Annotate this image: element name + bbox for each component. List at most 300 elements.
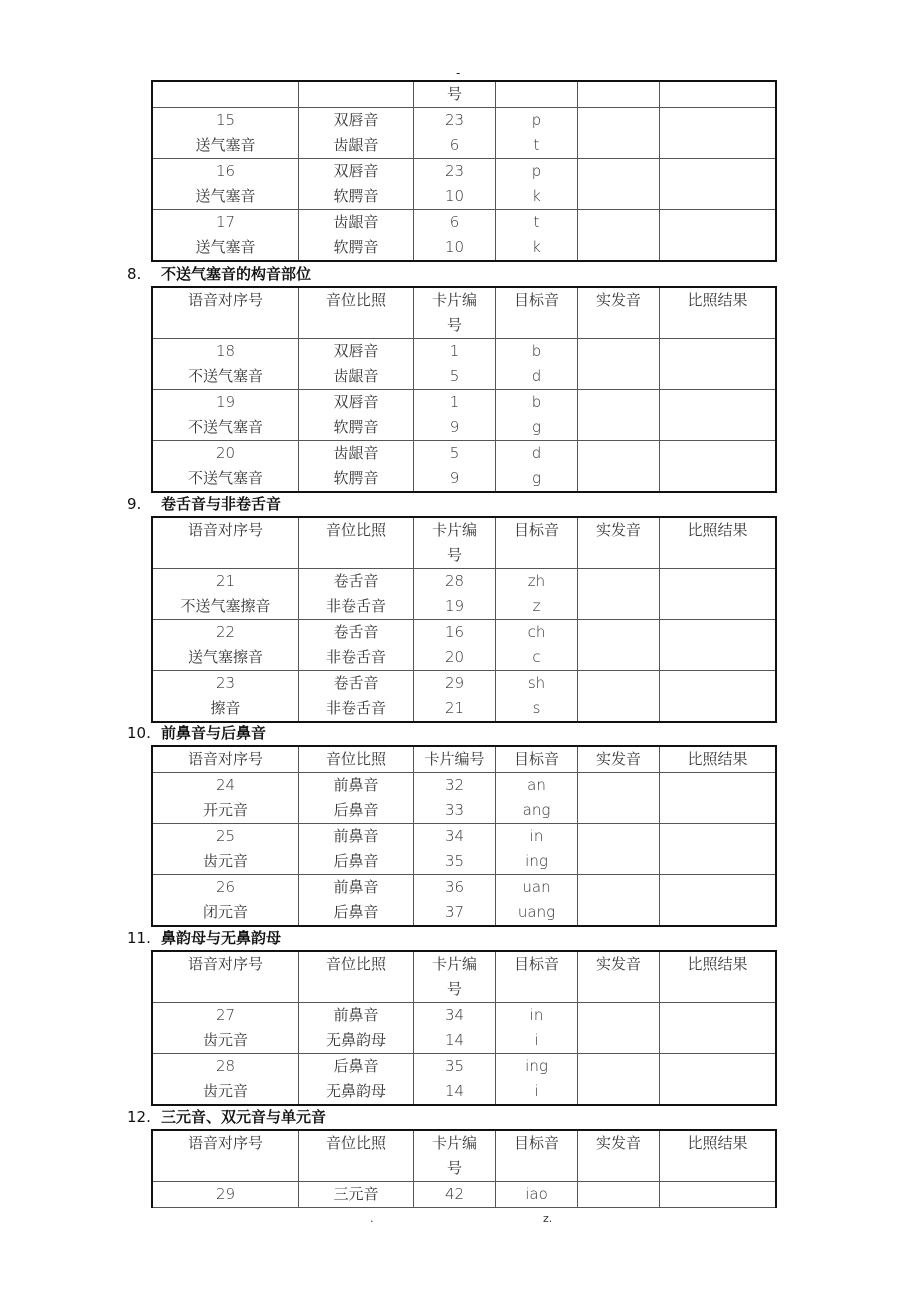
header-cell-line bbox=[153, 313, 298, 338]
section-number: 10. bbox=[127, 724, 151, 742]
header-cell bbox=[578, 1130, 660, 1182]
card-number-cell-line: 37 bbox=[444, 903, 465, 921]
target-sound-cell-line: ing bbox=[525, 1057, 548, 1075]
header-cell-line: 实发音 bbox=[595, 750, 641, 768]
compare-result-cell-line bbox=[660, 1182, 775, 1207]
phoneme-compare-cell bbox=[299, 390, 414, 441]
phoneme-compare-cell bbox=[299, 108, 414, 159]
header-cell bbox=[496, 81, 578, 108]
pair-seq-cell-line: 19 bbox=[215, 393, 236, 411]
pair-seq-cell-line: 25 bbox=[215, 827, 236, 845]
compare-result-cell-line bbox=[660, 900, 775, 925]
target-sound-cell-line: g bbox=[531, 469, 541, 487]
header-cell-line: 目标音 bbox=[513, 1134, 559, 1152]
header-cell-line: 号 bbox=[446, 1159, 462, 1177]
header-cell-line bbox=[153, 82, 298, 107]
target-sound-cell-line: p bbox=[531, 111, 542, 129]
page-top-dash: - bbox=[456, 66, 461, 80]
phoneme-compare-cell-line: 软腭音 bbox=[333, 238, 379, 256]
header-cell-line: 语音对序号 bbox=[187, 521, 263, 539]
phoneme-compare-cell-line: 前鼻音 bbox=[333, 878, 379, 896]
card-number-cell-line: 34 bbox=[444, 827, 465, 845]
phoneme-compare-cell-line: 非卷舌音 bbox=[325, 597, 386, 615]
table-body bbox=[152, 517, 776, 722]
table-row bbox=[152, 1003, 776, 1054]
table-body bbox=[152, 287, 776, 492]
pair-seq-cell bbox=[152, 1182, 299, 1208]
card-number-cell-line: 10 bbox=[444, 187, 465, 205]
card-number-cell-line: 42 bbox=[444, 1185, 465, 1203]
actual-sound-cell-line bbox=[578, 159, 659, 184]
actual-sound-cell bbox=[578, 1182, 660, 1208]
header-cell bbox=[414, 517, 496, 569]
target-sound-cell-line: i bbox=[534, 1082, 539, 1100]
card-number-cell-line: 28 bbox=[444, 572, 465, 590]
card-number-cell bbox=[414, 339, 496, 390]
footer-left-mark: . bbox=[370, 1212, 374, 1225]
table-row bbox=[152, 620, 776, 671]
compare-result-cell-line bbox=[660, 798, 775, 823]
actual-sound-cell-line bbox=[578, 620, 659, 645]
target-sound-cell-line: d bbox=[531, 444, 542, 462]
phoneme-compare-cell-line: 前鼻音 bbox=[333, 776, 379, 794]
header-cell-line bbox=[578, 1156, 659, 1181]
section-title: 卷舌音与非卷舌音 bbox=[161, 495, 282, 513]
header-cell-line: 音位比照 bbox=[325, 1134, 386, 1152]
header-cell-line: 号 bbox=[446, 980, 462, 998]
table-row bbox=[152, 773, 776, 824]
header-cell bbox=[152, 1130, 299, 1182]
table-section-12 bbox=[151, 1129, 777, 1208]
target-sound-cell bbox=[496, 824, 578, 875]
pair-seq-cell bbox=[152, 773, 299, 824]
header-cell bbox=[496, 1130, 578, 1182]
compare-result-cell-line bbox=[660, 1054, 775, 1079]
target-sound-cell bbox=[496, 1003, 578, 1054]
target-sound-cell-line: t bbox=[533, 136, 540, 154]
header-cell bbox=[660, 287, 777, 339]
compare-result-cell bbox=[660, 441, 777, 493]
pair-seq-cell bbox=[152, 108, 299, 159]
compare-result-cell-line bbox=[660, 1028, 775, 1053]
table-body bbox=[152, 746, 776, 926]
pair-seq-cell-line: 26 bbox=[215, 878, 236, 896]
pair-seq-cell bbox=[152, 569, 299, 620]
card-number-cell-line: 1 bbox=[449, 342, 460, 360]
pair-seq-cell bbox=[152, 441, 299, 493]
phoneme-compare-cell-line: 双唇音 bbox=[333, 342, 379, 360]
pair-seq-cell-line: 不送气塞音 bbox=[187, 418, 263, 436]
phoneme-compare-cell-line: 无鼻韵母 bbox=[325, 1082, 386, 1100]
actual-sound-cell-line bbox=[578, 594, 659, 619]
section-title: 不送气塞音的构音部位 bbox=[161, 265, 312, 283]
phoneme-compare-cell-line: 后鼻音 bbox=[333, 801, 379, 819]
table-header-row bbox=[152, 951, 776, 1003]
actual-sound-cell bbox=[578, 671, 660, 723]
actual-sound-cell-line bbox=[578, 849, 659, 874]
compare-result-cell-line bbox=[660, 824, 775, 849]
card-number-cell bbox=[414, 1003, 496, 1054]
target-sound-cell bbox=[496, 620, 578, 671]
header-cell bbox=[414, 287, 496, 339]
phoneme-compare-cell bbox=[299, 441, 414, 493]
pair-seq-cell-line: 送气塞音 bbox=[195, 187, 256, 205]
header-cell-line bbox=[496, 313, 577, 338]
target-sound-cell-line: an bbox=[527, 776, 546, 794]
compare-result-cell-line bbox=[660, 210, 775, 235]
phoneme-compare-cell bbox=[299, 671, 414, 723]
header-cell-line: 实发音 bbox=[595, 955, 641, 973]
actual-sound-cell-line bbox=[578, 645, 659, 670]
phoneme-compare-cell bbox=[299, 159, 414, 210]
header-cell-line: 比照结果 bbox=[687, 1134, 748, 1152]
phoneme-compare-cell bbox=[299, 210, 414, 262]
footer-right-mark: z. bbox=[543, 1212, 553, 1225]
compare-result-cell bbox=[660, 108, 777, 159]
header-cell bbox=[299, 517, 414, 569]
target-sound-cell-line: i bbox=[534, 1031, 539, 1049]
header-cell-line bbox=[153, 1156, 298, 1181]
header-cell-line: 比照结果 bbox=[687, 750, 748, 768]
header-cell-line bbox=[660, 977, 775, 1002]
card-number-cell bbox=[414, 671, 496, 723]
card-number-cell-line: 20 bbox=[444, 648, 465, 666]
section-heading-8 bbox=[127, 263, 311, 284]
pair-seq-cell-line: 21 bbox=[215, 572, 236, 590]
table-header-row bbox=[152, 517, 776, 569]
actual-sound-cell-line bbox=[578, 696, 659, 721]
table-row bbox=[152, 339, 776, 390]
actual-sound-cell-line bbox=[578, 773, 659, 798]
header-cell-line: 比照结果 bbox=[687, 955, 748, 973]
actual-sound-cell bbox=[578, 569, 660, 620]
card-number-cell-line: 5 bbox=[449, 367, 460, 385]
pair-seq-cell bbox=[152, 210, 299, 262]
pair-seq-cell-line: 不送气塞擦音 bbox=[180, 597, 271, 615]
table-row bbox=[152, 210, 776, 262]
target-sound-cell-line: uang bbox=[517, 903, 556, 921]
pair-seq-cell bbox=[152, 824, 299, 875]
table-row bbox=[152, 569, 776, 620]
pair-seq-cell-line: 齿元音 bbox=[202, 852, 248, 870]
header-cell-line: 语音对序号 bbox=[187, 291, 263, 309]
compare-result-cell bbox=[660, 773, 777, 824]
header-cell bbox=[660, 81, 777, 108]
compare-result-cell bbox=[660, 1182, 777, 1208]
section-heading-12 bbox=[127, 1106, 326, 1127]
header-cell bbox=[299, 287, 414, 339]
target-sound-cell bbox=[496, 1182, 578, 1208]
section-number: 8. bbox=[127, 265, 142, 283]
actual-sound-cell bbox=[578, 210, 660, 262]
card-number-cell bbox=[414, 773, 496, 824]
header-cell-line bbox=[660, 543, 775, 568]
card-number-cell-line: 34 bbox=[444, 1006, 465, 1024]
phoneme-compare-cell-line: 前鼻音 bbox=[333, 827, 379, 845]
target-sound-cell-line: k bbox=[532, 238, 541, 256]
pair-seq-cell-line: 17 bbox=[215, 213, 236, 231]
actual-sound-cell-line bbox=[578, 390, 659, 415]
table-row bbox=[152, 441, 776, 493]
table-body bbox=[152, 1130, 776, 1208]
header-cell-line: 目标音 bbox=[513, 750, 559, 768]
phoneme-compare-cell-line: 卷舌音 bbox=[333, 623, 379, 641]
phoneme-compare-cell-line: 软腭音 bbox=[333, 418, 379, 436]
header-cell bbox=[578, 81, 660, 108]
pair-seq-cell-line: 23 bbox=[215, 674, 236, 692]
compare-result-cell-line bbox=[660, 569, 775, 594]
header-cell-line: 音位比照 bbox=[325, 750, 386, 768]
pair-seq-cell-line: 22 bbox=[215, 623, 236, 641]
phoneme-compare-cell-line: 卷舌音 bbox=[333, 674, 379, 692]
target-sound-cell-line: s bbox=[532, 699, 541, 717]
header-cell-line: 号 bbox=[446, 85, 462, 103]
phoneme-compare-cell bbox=[299, 773, 414, 824]
header-cell bbox=[496, 287, 578, 339]
header-cell-line: 卡片编 bbox=[431, 955, 477, 973]
header-cell bbox=[152, 287, 299, 339]
target-sound-cell-line: ch bbox=[527, 623, 546, 641]
target-sound-cell bbox=[496, 339, 578, 390]
target-sound-cell-line: k bbox=[532, 187, 541, 205]
card-number-cell-line: 33 bbox=[444, 801, 465, 819]
header-cell-line bbox=[496, 977, 577, 1002]
pair-seq-cell-line: 齿元音 bbox=[202, 1031, 248, 1049]
header-cell-line bbox=[299, 1156, 413, 1181]
compare-result-cell bbox=[660, 210, 777, 262]
phoneme-compare-cell-line: 齿龈音 bbox=[333, 367, 379, 385]
target-sound-cell-line: iao bbox=[525, 1185, 548, 1203]
actual-sound-cell-line bbox=[578, 875, 659, 900]
target-sound-cell bbox=[496, 159, 578, 210]
header-cell bbox=[299, 951, 414, 1003]
target-sound-cell-line: ang bbox=[522, 801, 551, 819]
pair-seq-cell bbox=[152, 620, 299, 671]
table-row bbox=[152, 875, 776, 927]
header-cell bbox=[578, 951, 660, 1003]
target-sound-cell-line: d bbox=[531, 367, 542, 385]
section-number: 11. bbox=[127, 929, 151, 947]
target-sound-cell bbox=[496, 875, 578, 927]
header-cell-line: 卡片编号 bbox=[424, 750, 485, 768]
target-sound-cell-line: p bbox=[531, 162, 542, 180]
header-cell-line bbox=[299, 543, 413, 568]
target-sound-cell-line: ing bbox=[525, 852, 548, 870]
compare-result-cell-line bbox=[660, 1079, 775, 1104]
target-sound-cell-line: b bbox=[531, 393, 542, 411]
section-heading-10 bbox=[127, 722, 266, 743]
header-cell bbox=[414, 746, 496, 773]
phoneme-compare-cell-line: 非卷舌音 bbox=[325, 699, 386, 717]
phoneme-compare-cell bbox=[299, 875, 414, 927]
table-row bbox=[152, 1054, 776, 1106]
pair-seq-cell bbox=[152, 1054, 299, 1106]
table-section-8 bbox=[151, 286, 777, 493]
compare-result-cell-line bbox=[660, 773, 775, 798]
header-cell-line bbox=[299, 977, 413, 1002]
actual-sound-cell-line bbox=[578, 133, 659, 158]
pair-seq-cell-line: 闭元音 bbox=[202, 903, 248, 921]
target-sound-cell-line: z bbox=[532, 597, 541, 615]
target-sound-cell bbox=[496, 441, 578, 493]
card-number-cell-line: 16 bbox=[444, 623, 465, 641]
compare-result-cell bbox=[660, 1054, 777, 1106]
section-number: 12. bbox=[127, 1108, 151, 1126]
compare-result-cell bbox=[660, 620, 777, 671]
actual-sound-cell-line bbox=[578, 339, 659, 364]
card-number-cell-line: 9 bbox=[449, 469, 460, 487]
header-cell-line bbox=[153, 977, 298, 1002]
header-cell-line: 实发音 bbox=[595, 1134, 641, 1152]
pair-seq-cell bbox=[152, 339, 299, 390]
phoneme-compare-cell-line: 卷舌音 bbox=[333, 572, 379, 590]
pair-seq-cell bbox=[152, 159, 299, 210]
card-number-cell-line: 36 bbox=[444, 878, 465, 896]
pair-seq-cell bbox=[152, 875, 299, 927]
header-cell bbox=[299, 1130, 414, 1182]
actual-sound-cell bbox=[578, 824, 660, 875]
card-number-cell bbox=[414, 620, 496, 671]
header-cell bbox=[152, 81, 299, 108]
header-cell bbox=[496, 746, 578, 773]
header-cell-line: 卡片编 bbox=[431, 291, 477, 309]
compare-result-cell bbox=[660, 339, 777, 390]
pair-seq-cell-line: 齿元音 bbox=[202, 1082, 248, 1100]
compare-result-cell-line bbox=[660, 620, 775, 645]
target-sound-cell-line: t bbox=[533, 213, 540, 231]
card-number-cell-line: 23 bbox=[444, 162, 465, 180]
card-number-cell-line: 32 bbox=[444, 776, 465, 794]
header-cell-line: 目标音 bbox=[513, 291, 559, 309]
card-number-cell-line: 35 bbox=[444, 852, 465, 870]
card-number-cell bbox=[414, 824, 496, 875]
phoneme-compare-cell bbox=[299, 1003, 414, 1054]
header-cell bbox=[152, 517, 299, 569]
actual-sound-cell bbox=[578, 108, 660, 159]
card-number-cell bbox=[414, 108, 496, 159]
table-section-11 bbox=[151, 950, 777, 1106]
phoneme-compare-cell-line: 无鼻韵母 bbox=[325, 1031, 386, 1049]
card-number-cell-line: 1 bbox=[449, 393, 460, 411]
table-section-10 bbox=[151, 745, 777, 927]
actual-sound-cell-line bbox=[578, 364, 659, 389]
target-sound-cell-line: g bbox=[531, 418, 541, 436]
header-cell-line: 卡片编 bbox=[431, 1134, 477, 1152]
table-body bbox=[152, 951, 776, 1105]
header-cell bbox=[660, 951, 777, 1003]
table-row bbox=[152, 159, 776, 210]
pair-seq-cell-line: 送气塞音 bbox=[195, 136, 256, 154]
phoneme-compare-cell bbox=[299, 824, 414, 875]
table-row bbox=[152, 1182, 776, 1208]
header-cell bbox=[578, 517, 660, 569]
actual-sound-cell bbox=[578, 620, 660, 671]
header-cell bbox=[660, 746, 777, 773]
phoneme-compare-cell bbox=[299, 569, 414, 620]
compare-result-cell-line bbox=[660, 390, 775, 415]
actual-sound-cell-line bbox=[578, 900, 659, 925]
section-heading-11 bbox=[127, 927, 281, 948]
actual-sound-cell bbox=[578, 1054, 660, 1106]
header-cell-line: 目标音 bbox=[513, 955, 559, 973]
compare-result-cell-line bbox=[660, 645, 775, 670]
header-cell-line: 语音对序号 bbox=[187, 750, 263, 768]
header-cell-line: 音位比照 bbox=[325, 291, 386, 309]
compare-result-cell bbox=[660, 159, 777, 210]
pair-seq-cell-line: 开元音 bbox=[202, 801, 248, 819]
header-cell-line: 比照结果 bbox=[687, 291, 748, 309]
header-cell-line bbox=[578, 82, 659, 107]
compare-result-cell-line bbox=[660, 339, 775, 364]
compare-result-cell bbox=[660, 671, 777, 723]
compare-result-cell-line bbox=[660, 849, 775, 874]
card-number-cell-line: 6 bbox=[449, 213, 460, 231]
target-sound-cell bbox=[496, 671, 578, 723]
phoneme-compare-cell-line: 前鼻音 bbox=[333, 1006, 379, 1024]
target-sound-cell-line: c bbox=[532, 648, 541, 666]
target-sound-cell-line: b bbox=[531, 342, 542, 360]
pair-seq-cell-line: 不送气塞音 bbox=[187, 469, 263, 487]
header-cell-line: 号 bbox=[446, 316, 462, 334]
pair-seq-cell-line: 16 bbox=[215, 162, 236, 180]
target-sound-cell bbox=[496, 773, 578, 824]
header-cell-line: 比照结果 bbox=[687, 521, 748, 539]
header-cell-line: 实发音 bbox=[595, 521, 641, 539]
phoneme-compare-cell bbox=[299, 1182, 414, 1208]
card-number-cell-line: 19 bbox=[444, 597, 465, 615]
target-sound-cell bbox=[496, 108, 578, 159]
card-number-cell bbox=[414, 159, 496, 210]
card-number-cell-line: 6 bbox=[449, 136, 460, 154]
actual-sound-cell-line bbox=[578, 1079, 659, 1104]
actual-sound-cell-line bbox=[578, 1182, 659, 1207]
actual-sound-cell-line bbox=[578, 210, 659, 235]
pair-seq-cell bbox=[152, 390, 299, 441]
pair-seq-cell-line: 18 bbox=[215, 342, 236, 360]
card-number-cell-line: 14 bbox=[444, 1082, 465, 1100]
actual-sound-cell bbox=[578, 441, 660, 493]
compare-result-cell bbox=[660, 875, 777, 927]
compare-result-cell-line bbox=[660, 671, 775, 696]
phoneme-compare-cell bbox=[299, 620, 414, 671]
section-title: 前鼻音与后鼻音 bbox=[161, 724, 267, 742]
actual-sound-cell-line bbox=[578, 1028, 659, 1053]
header-cell bbox=[578, 746, 660, 773]
actual-sound-cell-line bbox=[578, 466, 659, 491]
header-cell bbox=[414, 81, 496, 108]
table-header-row bbox=[152, 746, 776, 773]
section-number: 9. bbox=[127, 495, 142, 513]
phoneme-compare-cell-line: 齿龈音 bbox=[333, 136, 379, 154]
card-number-cell-line: 9 bbox=[449, 418, 460, 436]
header-cell-line: 音位比照 bbox=[325, 955, 386, 973]
card-number-cell-line: 10 bbox=[444, 238, 465, 256]
compare-result-cell-line bbox=[660, 441, 775, 466]
header-cell-line: 音位比照 bbox=[325, 521, 386, 539]
table-continuation bbox=[151, 80, 777, 262]
pair-seq-cell-line: 15 bbox=[215, 111, 236, 129]
target-sound-cell-line: in bbox=[529, 1006, 544, 1024]
header-cell bbox=[660, 1130, 777, 1182]
card-number-cell-line: 14 bbox=[444, 1031, 465, 1049]
header-cell-line bbox=[578, 543, 659, 568]
pair-seq-cell-line: 24 bbox=[215, 776, 236, 794]
phoneme-compare-cell-line: 双唇音 bbox=[333, 111, 379, 129]
phoneme-compare-cell-line: 后鼻音 bbox=[333, 903, 379, 921]
table-row bbox=[152, 108, 776, 159]
compare-result-cell-line bbox=[660, 108, 775, 133]
header-cell-line bbox=[299, 313, 413, 338]
